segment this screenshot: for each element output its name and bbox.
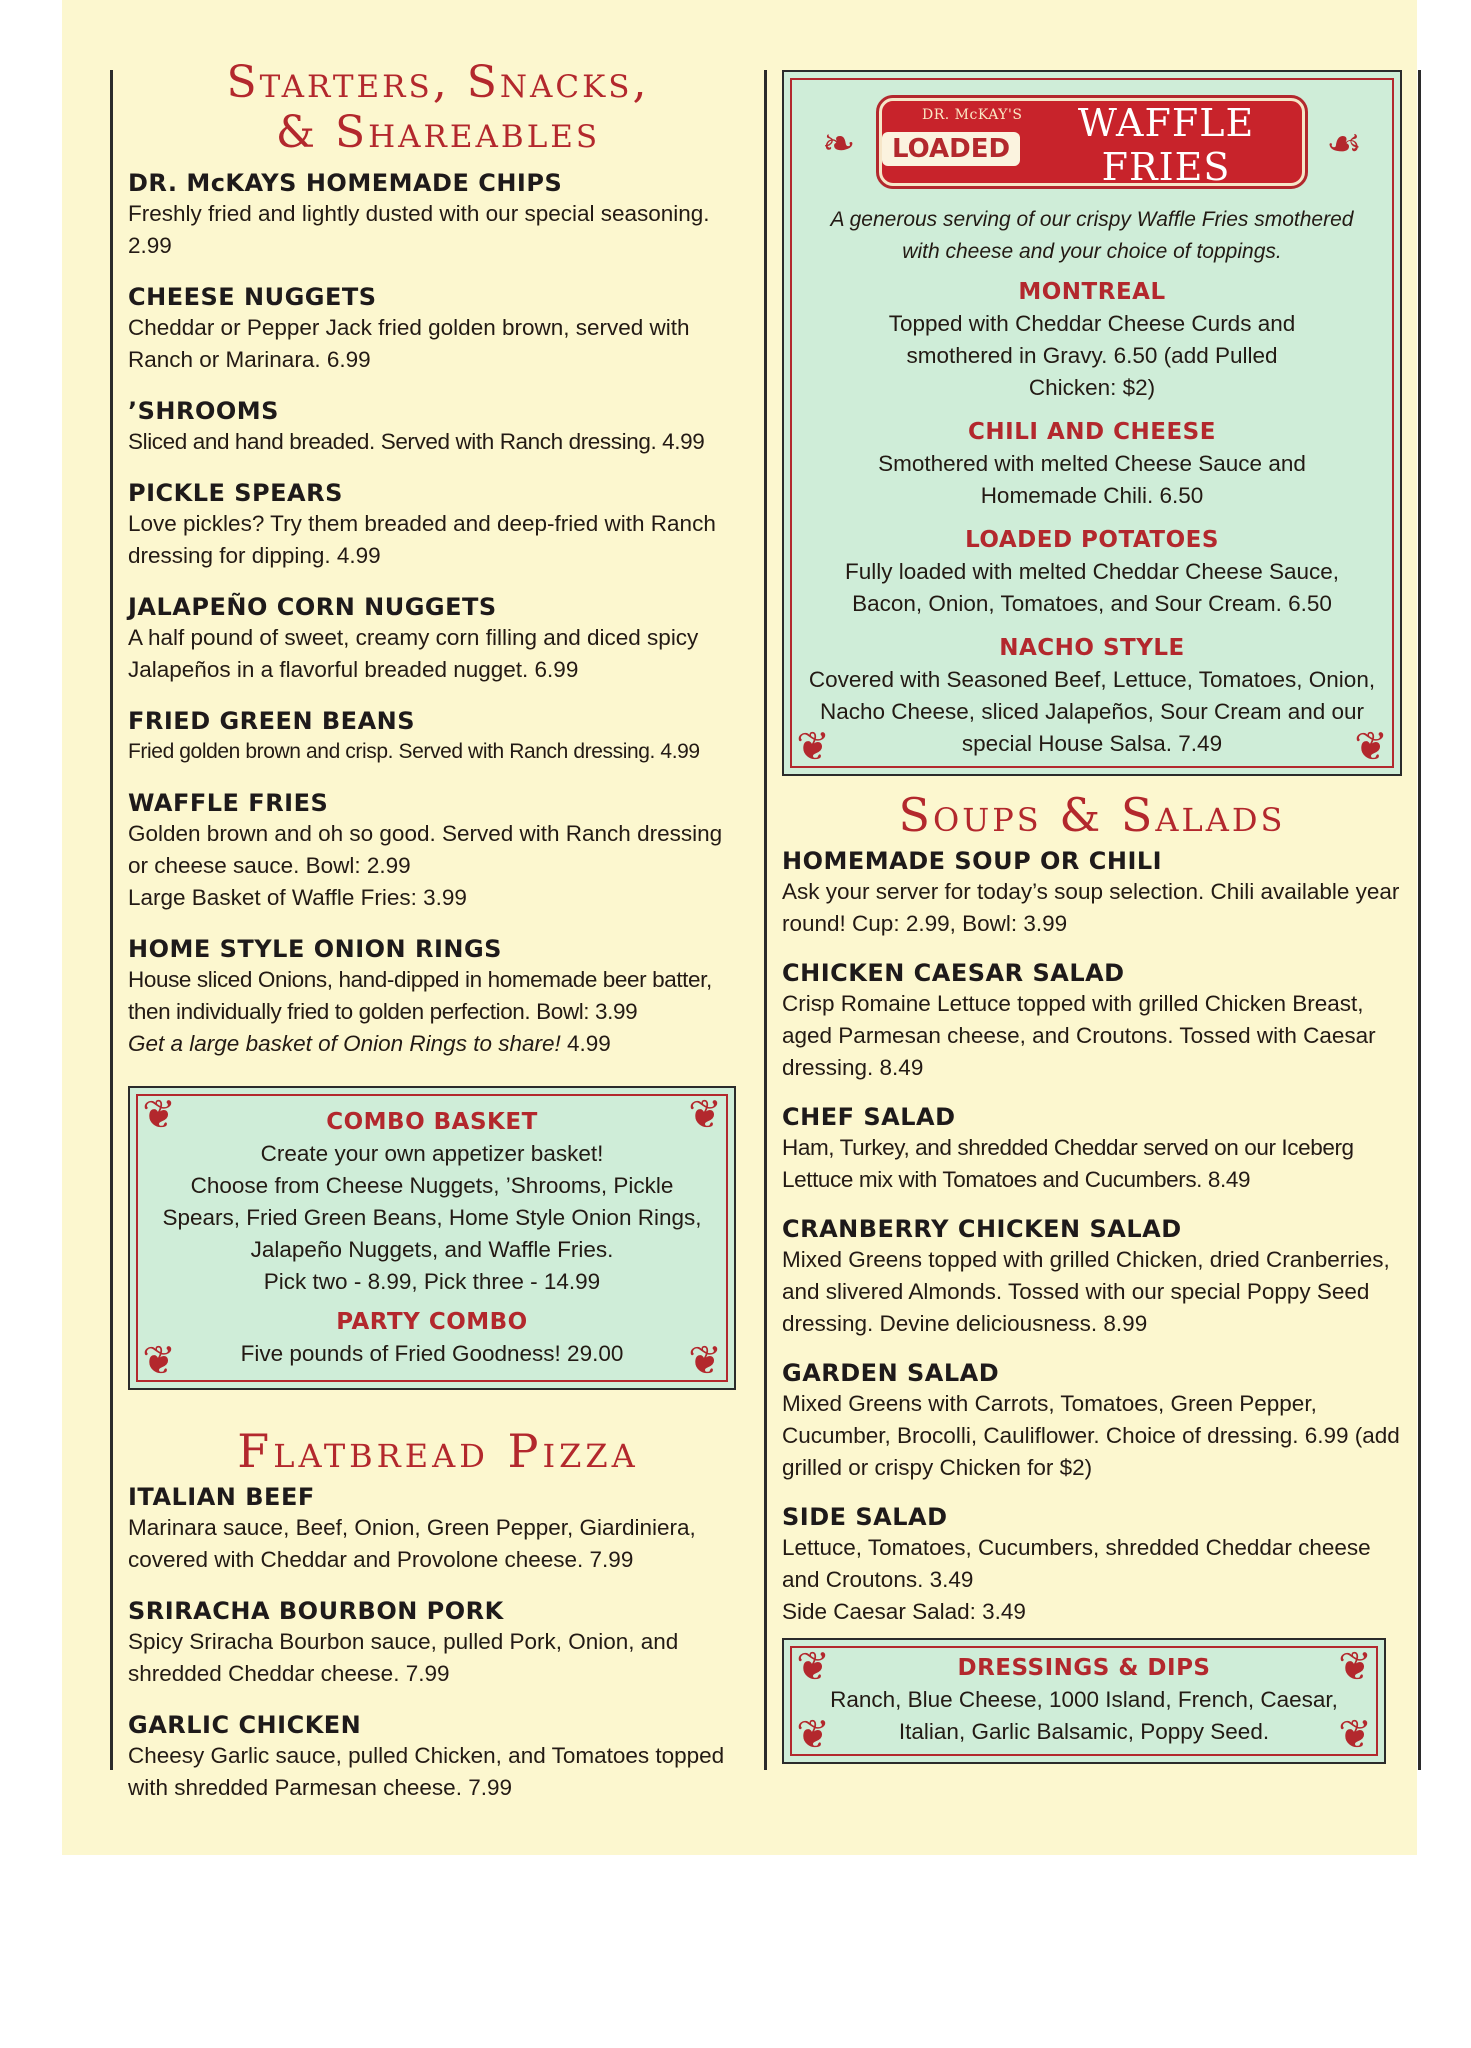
item-name: WAFFLE FRIES bbox=[128, 789, 329, 817]
swirl-ornament-icon: ❦ bbox=[688, 1092, 722, 1138]
menu-item-cranberry-chicken bbox=[782, 1214, 1402, 1340]
menu-item-shrooms bbox=[128, 396, 748, 458]
waffle-item-desc: Fully loaded with melted Cheddar Cheese Sauce, Bacon, Onion, Tomatoes, and Sour Cream. 6.50 bbox=[844, 559, 1340, 616]
menu-item-garden-salad bbox=[782, 1358, 1402, 1484]
menu-item-chef-salad bbox=[782, 1102, 1402, 1196]
swirl-ornament-icon: ❦ bbox=[796, 1644, 830, 1690]
swirl-ornament-icon: ❦ bbox=[1354, 724, 1388, 770]
loaded-waffle-fries-box bbox=[782, 70, 1402, 776]
item-desc: Cheesy Garlic sauce, pulled Chicken, and Tomatoes topped with shredded Parmesan cheese. 7.99 bbox=[128, 1743, 725, 1800]
item-desc: Ham, Turkey, and shredded Cheddar served on our Iceberg Lettuce mix with Tomatoes and Cucumbers. 8.49 bbox=[782, 1135, 1354, 1192]
item-desc: Cheddar or Pepper Jack fried golden brown, served with Ranch or Marinara. 6.99 bbox=[128, 315, 690, 372]
item-name: ITALIAN BEEF bbox=[128, 1483, 315, 1511]
menu-item-side-salad bbox=[782, 1502, 1402, 1628]
waffle-intro: A generous serving of our crispy Waffle Fries smothered with cheese and your choice of toppings. bbox=[830, 208, 1354, 263]
item-desc-italic-line bbox=[128, 1028, 748, 1060]
item-name: SIDE SALAD bbox=[782, 1503, 948, 1531]
item-name: CHEF SALAD bbox=[782, 1103, 956, 1131]
waffle-item-desc: Smothered with melted Cheese Sauce and Homemade Chili. 6.50 bbox=[878, 451, 1306, 508]
item-name: DR. McKAYS HOMEMADE CHIPS bbox=[128, 169, 563, 197]
menu-item-jalapeno-corn-nuggets bbox=[128, 592, 748, 686]
item-desc-extra: Side Caesar Salad: 3.49 bbox=[782, 1599, 1026, 1624]
dressings-title: DRESSINGS & DIPS bbox=[957, 1655, 1211, 1681]
right-column-rule bbox=[1418, 70, 1421, 1770]
swirl-ornament-icon: ❦ bbox=[1338, 1712, 1372, 1758]
item-desc: Freshly fried and lightly dusted with our special seasoning. 2.99 bbox=[128, 201, 710, 258]
soups-salads-title: Soups & Salads bbox=[898, 788, 1286, 842]
combo-title: COMBO BASKET bbox=[326, 1109, 538, 1135]
party-combo-title: PARTY COMBO bbox=[336, 1309, 528, 1335]
waffle-item-desc: Topped with Cheddar Cheese Curds and smothered in Gravy. 6.50 (add Pulled Chicken: $2) bbox=[888, 311, 1296, 400]
menu-item-chips bbox=[128, 168, 748, 262]
left-column bbox=[128, 58, 748, 1824]
swirl-ornament-icon: ❦ bbox=[142, 1338, 176, 1384]
combo-line1: Create your own appetizer basket! bbox=[260, 1141, 604, 1166]
swirl-ornament-icon: ❦ bbox=[688, 1338, 722, 1384]
menu-item-cheese-nuggets bbox=[128, 282, 748, 376]
menu-item-waffle-fries bbox=[128, 788, 748, 914]
item-name: GARLIC CHICKEN bbox=[128, 1711, 362, 1739]
item-desc: Love pickles? Try them breaded and deep-fried with Ranch dressing for dipping. 4.99 bbox=[128, 511, 716, 568]
item-desc: Marinara sauce, Beef, Onion, Green Pepper, Giardiniera, covered with Cheddar and Provolone cheese. 7.99 bbox=[128, 1515, 696, 1572]
menu-item-chicken-caesar bbox=[782, 958, 1402, 1084]
waffle-item-name: NACHO STYLE bbox=[999, 635, 1185, 661]
combo-line2: Choose from Cheese Nuggets, ’Shrooms, Pickle Spears, Fried Green Beans, Home Style Onion Rings, Jalapeño Nuggets, and Waffle Fries. bbox=[162, 1173, 702, 1262]
item-desc: Spicy Sriracha Bourbon sauce, pulled Pork, Onion, and shredded Cheddar cheese. 7.99 bbox=[128, 1629, 679, 1686]
item-desc: House sliced Onions, hand-dipped in homemade beer batter, then individually fried to golden perfection. Bowl: 3.99 bbox=[128, 967, 712, 1024]
item-name: SRIRACHA BOURBON PORK bbox=[128, 1597, 504, 1625]
item-desc: Crisp Romaine Lettuce topped with grilled Chicken Breast, aged Parmesan cheese, and Croutons. Tossed with Caesar dressing. 8.49 bbox=[782, 991, 1376, 1080]
dressings-box bbox=[782, 1638, 1386, 1764]
starters-title bbox=[128, 58, 748, 158]
item-name: CHICKEN CAESAR SALAD bbox=[782, 959, 1125, 987]
item-name: FRIED GREEN BEANS bbox=[128, 707, 416, 735]
waffle-item-name: LOADED POTATOES bbox=[965, 527, 1219, 553]
dressings-desc: Ranch, Blue Cheese, 1000 Island, French, Caesar, Italian, Garlic Balsamic, Poppy Seed. bbox=[830, 1687, 1338, 1744]
menu-item-garlic-chicken bbox=[128, 1710, 748, 1804]
item-name: JALAPEÑO CORN NUGGETS bbox=[128, 593, 497, 621]
item-desc-extra: Large Basket of Waffle Fries: 3.99 bbox=[128, 885, 467, 910]
menu-item-sriracha-bourbon-pork bbox=[128, 1596, 748, 1690]
banner-waffle-fries: WAFFLE FRIES bbox=[1077, 101, 1255, 189]
waffle-item-name: MONTREAL bbox=[1018, 279, 1166, 305]
swirl-ornament-icon: ❦ bbox=[796, 1712, 830, 1758]
item-desc: Mixed Greens with Carrots, Tomatoes, Green Pepper, Cucumber, Brocolli, Cauliflower. Choice of dressing. 6.99 (add grilled or crispy Chicken for $2) bbox=[782, 1391, 1400, 1480]
starters-title-line2: & Shareables bbox=[275, 107, 601, 158]
left-column-rule-left bbox=[110, 70, 113, 1770]
loaded-waffle-fries-banner bbox=[822, 98, 1362, 189]
item-name: GARDEN SALAD bbox=[782, 1359, 1000, 1387]
starters-title-line1: Starters, Snacks, bbox=[226, 57, 650, 108]
combo-line3: Pick two - 8.99, Pick three - 14.99 bbox=[263, 1269, 601, 1294]
item-desc-italic: Get a large basket of Onion Rings to share! bbox=[128, 1031, 561, 1056]
swirl-ornament-icon: ☙ bbox=[1326, 121, 1362, 167]
menu-item-fried-green-beans bbox=[128, 706, 748, 768]
item-desc: Mixed Greens topped with grilled Chicken, dried Cranberries, and slivered Almonds. Tossed with our special Poppy Seed dressing. Devine deliciousness. 8.99 bbox=[782, 1247, 1390, 1336]
right-column bbox=[782, 70, 1402, 1764]
menu-item-pickle-spears bbox=[128, 478, 748, 572]
menu-item-italian-beef bbox=[128, 1482, 748, 1576]
item-name: ’SHROOMS bbox=[128, 397, 279, 425]
banner-loaded: LOADED bbox=[882, 132, 1020, 166]
item-name: HOME STYLE ONION RINGS bbox=[128, 935, 502, 963]
flatbread-title: Flatbread Pizza bbox=[237, 1424, 639, 1478]
item-desc: Ask your server for today’s soup selection. Chili available year round! Cup: 2.99, Bowl: 3.99 bbox=[782, 879, 1400, 936]
item-desc: Golden brown and oh so good. Served with Ranch dressing or cheese sauce. Bowl: 2.99 bbox=[128, 821, 723, 878]
menu-item-soup-chili bbox=[782, 846, 1402, 940]
item-name: CRANBERRY CHICKEN SALAD bbox=[782, 1215, 1182, 1243]
swirl-ornament-icon: ❦ bbox=[796, 724, 830, 770]
item-name: PICKLE SPEARS bbox=[128, 479, 343, 507]
item-name: CHEESE NUGGETS bbox=[128, 283, 377, 311]
combo-basket-box bbox=[128, 1086, 736, 1390]
item-desc: Sliced and hand breaded. Served with Ranch dressing. 4.99 bbox=[128, 429, 705, 454]
waffle-item-name: CHILI AND CHEESE bbox=[968, 419, 1216, 445]
item-desc: Lettuce, Tomatoes, Cucumbers, shredded Cheddar cheese and Croutons. 3.49 bbox=[782, 1535, 1371, 1592]
item-desc-italic-price: 4.99 bbox=[567, 1031, 611, 1056]
item-name: HOMEMADE SOUP OR CHILI bbox=[782, 847, 1163, 875]
swirl-ornament-icon: ❦ bbox=[142, 1092, 176, 1138]
banner-brand: DR. McKAY'S bbox=[922, 107, 1023, 123]
menu-item-onion-rings bbox=[128, 934, 748, 1060]
center-rule bbox=[764, 70, 767, 1770]
item-desc: Fried golden brown and crisp. Served with Ranch dressing. 4.99 bbox=[128, 740, 700, 763]
swirl-ornament-icon: ❦ bbox=[1338, 1644, 1372, 1690]
item-desc: A half pound of sweet, creamy corn filling and diced spicy Jalapeños in a flavorful breaded nugget. 6.99 bbox=[128, 625, 699, 682]
party-combo-desc: Five pounds of Fried Goodness! 29.00 bbox=[240, 1341, 624, 1366]
swirl-ornament-icon: ❧ bbox=[822, 121, 856, 167]
waffle-item-desc: Covered with Seasoned Beef, Lettuce, Tomatoes, Onion, Nacho Cheese, sliced Jalapeños, Sour Cream and our special House Salsa. 7.49 bbox=[808, 667, 1376, 756]
